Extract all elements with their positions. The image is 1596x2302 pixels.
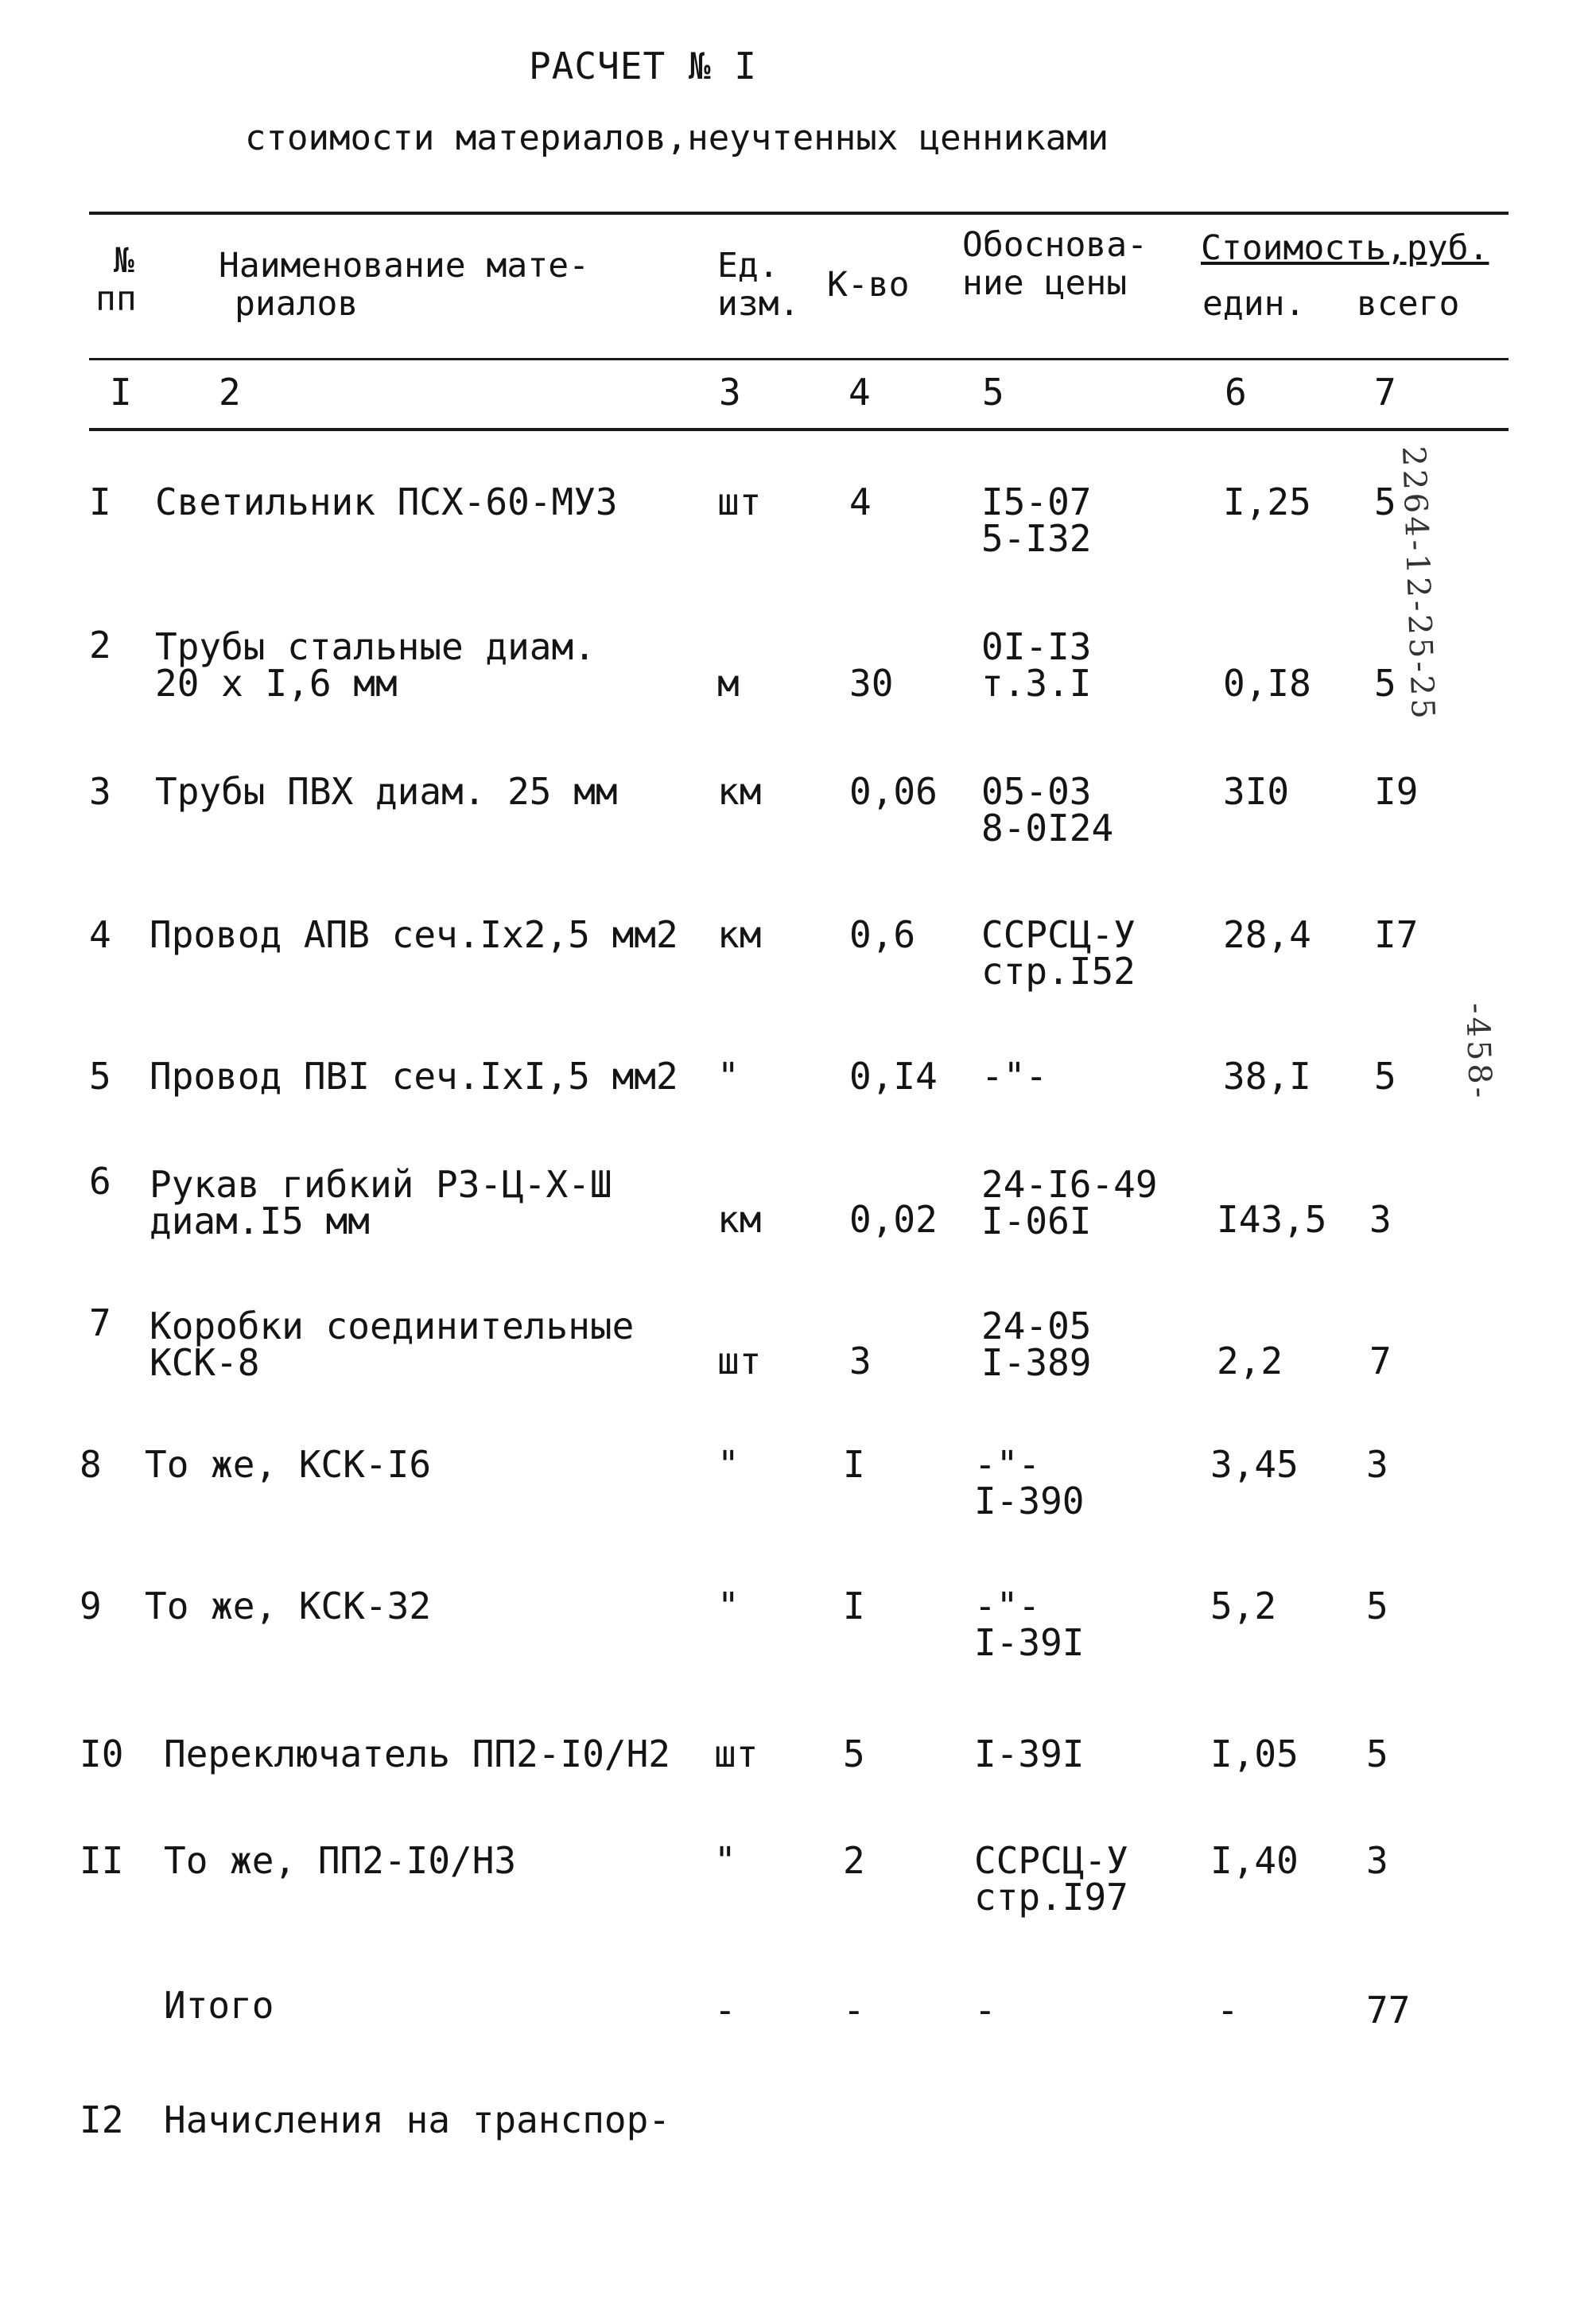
row-unit: " — [714, 1839, 736, 1882]
row-price: I,40 — [1210, 1839, 1299, 1882]
row-qty: 0,06 — [849, 770, 938, 813]
header-name: Наименование мате- риалов — [219, 246, 589, 324]
row-name: Начисления на транспор- — [164, 2098, 670, 2141]
colnum-3: 3 — [719, 371, 741, 414]
row-unit: км — [717, 913, 762, 956]
row-price: 0,I8 — [1223, 662, 1311, 705]
row-total: 5 — [1374, 662, 1396, 705]
row-basis: ССРСЦ-У стр.I97 — [974, 1839, 1128, 1919]
row-num: 4 — [89, 913, 111, 956]
row-name: Трубы ПВХ диам. 25 мм — [155, 770, 618, 813]
row-price: I,05 — [1210, 1732, 1299, 1775]
header-cost-unit: един. — [1202, 284, 1306, 324]
row-price: 3,45 — [1210, 1443, 1299, 1486]
row-unit: шт — [717, 480, 762, 523]
total-label: Итого — [164, 1984, 274, 2027]
total-price: - — [1217, 1989, 1239, 2032]
row-basis: -"- I-39I — [974, 1585, 1085, 1664]
row-num: I — [89, 480, 111, 523]
row-num: II — [80, 1839, 124, 1882]
row-num: 9 — [80, 1585, 102, 1627]
row-basis: 24-I6-49 I-06I — [981, 1163, 1158, 1242]
row-num: 8 — [80, 1443, 102, 1486]
colnum-5: 5 — [982, 371, 1004, 414]
handwritten-note-bottom: -458- — [1458, 1002, 1499, 1102]
row-unit: шт — [717, 1340, 762, 1382]
header-rule — [89, 358, 1509, 360]
row-unit: км — [717, 1198, 762, 1241]
row-name: То же, КСК-32 — [145, 1585, 432, 1627]
row-basis: -"- I-390 — [974, 1443, 1085, 1522]
row-name: Провод ПВI сеч.IхI,5 мм2 — [150, 1055, 678, 1098]
total-value: 77 — [1366, 1989, 1411, 2032]
row-qty: 30 — [849, 662, 894, 705]
row-basis: 24-05 I-389 — [981, 1305, 1092, 1384]
table-top-rule — [89, 212, 1509, 215]
header-basis: Обоснова- ние цены — [962, 225, 1147, 303]
colnum-6: 6 — [1225, 371, 1247, 414]
row-unit: шт — [714, 1732, 759, 1775]
row-name: То же, КСК-I6 — [145, 1443, 432, 1486]
row-qty: 0,02 — [849, 1198, 938, 1241]
row-num: 3 — [89, 770, 111, 813]
row-total: 5 — [1366, 1585, 1388, 1627]
header-cost: Стоимость,руб. — [1201, 228, 1489, 268]
row-unit: км — [717, 770, 762, 813]
row-name: Коробки соединительные КСК-8 — [150, 1305, 635, 1384]
row-basis: -"- — [981, 1055, 1048, 1098]
row-basis: 05-03 8-0I24 — [981, 770, 1114, 850]
row-total: 3 — [1369, 1198, 1392, 1241]
row-name: Переключатель ПП2-I0/Н2 — [164, 1732, 670, 1775]
handwritten-note-top: 2264-12-25-25 — [1395, 445, 1442, 723]
row-total: 5 — [1374, 480, 1396, 523]
colnum-2: 2 — [219, 371, 241, 414]
row-price: 2,2 — [1217, 1340, 1283, 1382]
header-qty: К-во — [827, 265, 910, 305]
total-qty: - — [843, 1989, 865, 2032]
row-basis: ССРСЦ-У стр.I52 — [981, 913, 1136, 993]
document-title: РАСЧЕТ № I — [529, 45, 757, 87]
colnum-7: 7 — [1374, 371, 1396, 414]
row-qty: I — [843, 1443, 865, 1486]
row-price: 28,4 — [1223, 913, 1311, 956]
total-unit: - — [714, 1989, 736, 2032]
column-number-rule — [89, 428, 1509, 431]
row-num: I2 — [80, 2098, 124, 2141]
row-num: 5 — [89, 1055, 111, 1098]
row-name: Трубы стальные диам. 20 x I,6 мм — [155, 625, 596, 705]
row-qty: 3 — [849, 1340, 872, 1382]
row-num: 2 — [89, 624, 111, 667]
header-num: № пп — [95, 241, 137, 319]
row-num: 7 — [89, 1301, 111, 1344]
total-basis: - — [974, 1989, 996, 2032]
colnum-4: 4 — [848, 371, 871, 414]
row-total: I7 — [1374, 913, 1419, 956]
row-num: 6 — [89, 1160, 111, 1203]
row-basis: I5-07 5-I32 — [981, 480, 1092, 560]
row-qty: 0,I4 — [849, 1055, 938, 1098]
row-qty: 4 — [849, 480, 872, 523]
document-subtitle: стоимости материалов,неучтенных ценниками — [245, 118, 1109, 158]
row-num: I0 — [80, 1732, 124, 1775]
row-total: I9 — [1374, 770, 1419, 813]
header-cost-total: всего — [1357, 284, 1460, 324]
row-name: Светильник ПСХ-60-МУЗ — [155, 480, 618, 523]
row-qty: 0,6 — [849, 913, 916, 956]
row-name: Провод АПВ сеч.Iх2,5 мм2 — [150, 913, 678, 956]
row-price: I,25 — [1223, 480, 1311, 523]
row-unit: " — [717, 1055, 740, 1098]
row-price: 5,2 — [1210, 1585, 1277, 1627]
header-unit: Ед. изм. — [717, 246, 800, 324]
row-total: 5 — [1374, 1055, 1396, 1098]
row-price: 3I0 — [1223, 770, 1290, 813]
row-basis: I-39I — [974, 1732, 1085, 1775]
row-price: I43,5 — [1217, 1198, 1327, 1241]
row-price: 38,I — [1223, 1055, 1311, 1098]
row-total: 3 — [1366, 1839, 1388, 1882]
row-total: 5 — [1366, 1732, 1388, 1775]
row-name: Рукав гибкий Р3-Ц-Х-Ш диам.I5 мм — [150, 1163, 612, 1242]
row-name: То же, ПП2-I0/Н3 — [164, 1839, 517, 1882]
row-total: 7 — [1369, 1340, 1392, 1382]
row-qty: 5 — [843, 1732, 865, 1775]
row-total: 3 — [1366, 1443, 1388, 1486]
row-qty: 2 — [843, 1839, 865, 1882]
colnum-1: I — [110, 371, 132, 414]
row-unit: " — [717, 1443, 740, 1486]
row-unit: " — [717, 1585, 740, 1627]
row-unit: м — [717, 662, 740, 705]
row-basis: 0I-I3 т.3.I — [981, 625, 1092, 705]
row-qty: I — [843, 1585, 865, 1627]
